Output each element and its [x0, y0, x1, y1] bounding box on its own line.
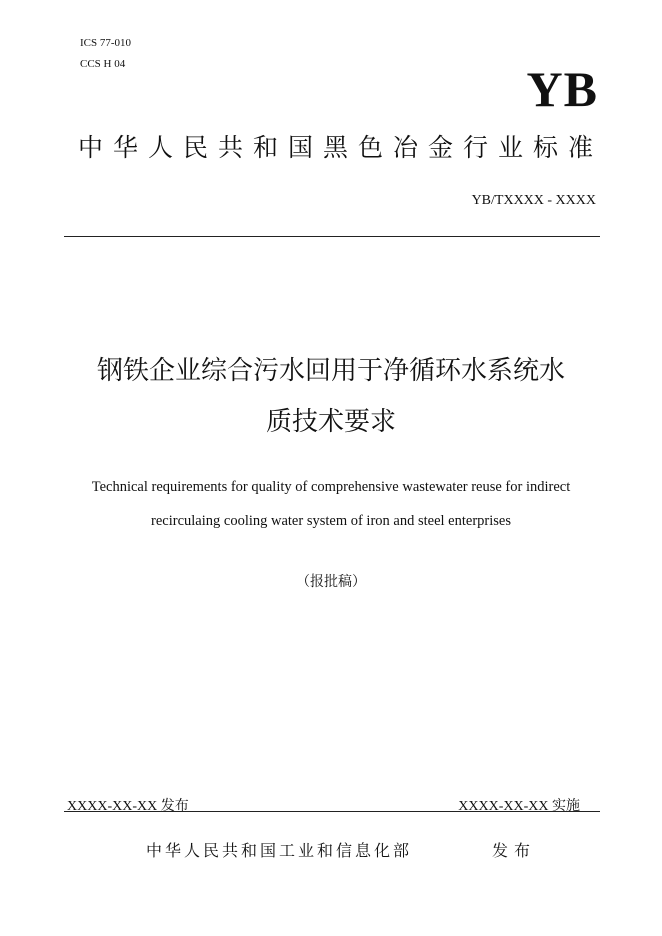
title-cn-line2: 质技术要求 [265, 407, 396, 437]
industry-standard-title: 中华人民共和国黑色冶金行业标准 [78, 133, 604, 162]
issuing-authority: 中华人民共和国工业和信息化部 [146, 841, 413, 860]
release-label: 发布 [492, 841, 537, 860]
header-divider [64, 236, 600, 237]
ccs-code: CCS H 04 [80, 58, 126, 70]
title-cn-line1: 钢铁企业综合污水回用于净循环水系统水 [96, 356, 565, 386]
ics-code: ICS 77-010 [80, 37, 132, 49]
yb-logo: YB [526, 61, 598, 117]
footer-divider [64, 811, 600, 812]
title-en-line2: recirculaing cooling water system of iron and steel enterprises [151, 513, 511, 529]
publish-date: XXXX-XX-XX 发布 [67, 799, 189, 814]
draft-status: （报批稿） [296, 574, 366, 590]
title-en-line1: Technical requirements for quality of comprehensive wastewater reuse for indirect [91, 479, 571, 495]
standard-number: YB/TXXXX - XXXX [471, 193, 596, 208]
implement-date: XXXX-XX-XX 实施 [458, 799, 580, 814]
